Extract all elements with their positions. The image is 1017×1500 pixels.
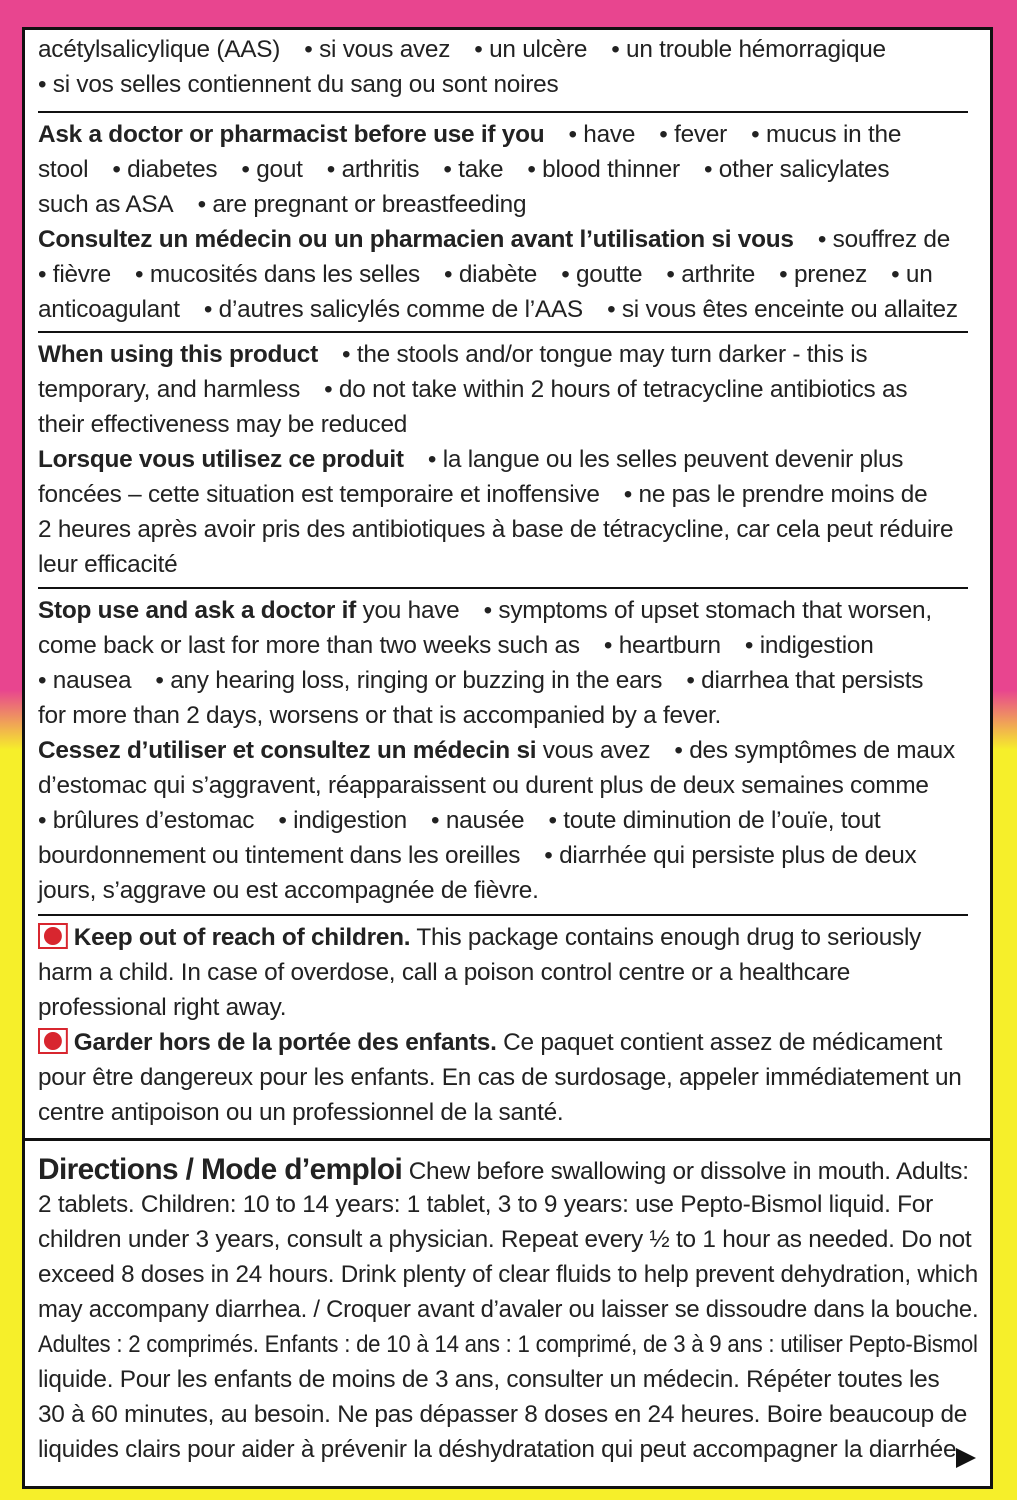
ask-doctor-line-6: anticoagulant • d’autres salicylés comme de l’AAS • si vous êtes enceinte ou allaitez — [38, 296, 958, 323]
when-using-line-3: their effectiveness may be reduced — [38, 411, 408, 438]
stop-use-line-7: • brûlures d’estomac • indigestion • nausée • toute diminution de l’ouïe, tout — [38, 807, 881, 834]
when-using-line-2: temporary, and harmless • do not take within 2 hours of tetracycline antibiotics as — [38, 376, 908, 403]
directions-title: Directions / Mode d’emploi — [38, 1153, 403, 1186]
keep-out-line-4: Ce paquet contient assez de médicament — [496, 1029, 943, 1056]
directions-line-1: Chew before swallowing or dissolve in mouth. Adults: — [402, 1158, 969, 1185]
ask-doctor-line-1: • have • fever • mucus in the — [544, 121, 902, 148]
when-using-line-5: foncées – cette situation est temporaire et inoffensive • ne pas le prendre moins de — [38, 481, 928, 508]
when-using-line-4: • la langue ou les selles peuvent devenir plus — [403, 446, 904, 473]
stop-use-line-1: you have • symptoms of upset stomach that worsen, — [356, 597, 932, 624]
when-using-heading-en: When using this product — [38, 341, 318, 368]
stop-sign-icon — [38, 1028, 68, 1054]
stop-use-line-6: d’estomac qui s’aggravent, réapparaissent ou durent plus de deux semaines comme — [38, 772, 929, 799]
directions-line-8: 30 à 60 minutes, au besoin. Ne pas dépasser 8 doses en 24 heures. Boire beaucoup de — [38, 1401, 968, 1428]
ask-doctor-block — [38, 117, 983, 327]
drug-facts-panel — [22, 27, 993, 1489]
directions-line-3: children under 3 years, consult a physician. Repeat every ½ to 1 hour as needed. Do not — [38, 1226, 972, 1253]
divider — [38, 331, 968, 333]
when-using-line-1: • the stools and/or tongue may turn darker - this is — [317, 341, 868, 368]
when-using-line-6: 2 heures après avoir pris des antibiotiques à base de tétracycline, car cela peut réduire — [38, 516, 954, 543]
keep-out-line-1: This package contains enough drug to seriously — [410, 924, 922, 951]
stop-use-block — [38, 593, 983, 908]
directions-line-4: exceed 8 doses in 24 hours. Drink plenty of clear fluids to help prevent dehydration, which — [38, 1261, 979, 1288]
directions-line-9: liquides clairs pour aider à prévenir la déshydratation qui peut accompagner la diarrhée. — [38, 1436, 963, 1463]
stop-use-heading-en: Stop use and ask a doctor if — [38, 597, 357, 624]
stop-use-line-8: bourdonnement ou tintement dans les oreilles • diarrhée qui persiste plus de deux — [38, 842, 917, 869]
keep-out-line-3: professional right away. — [38, 994, 287, 1021]
when-using-line-7: leur efficacité — [38, 551, 178, 578]
ask-doctor-line-3: such as ASA • are pregnant or breastfeeding — [38, 191, 527, 218]
directions-line-7: liquide. Pour les enfants de moins de 3 ans, consulter un médecin. Répéter toutes les — [38, 1366, 940, 1393]
keep-out-line-2: harm a child. In case of overdose, call a poison control centre or a healthcare — [38, 959, 851, 986]
when-using-heading-fr: Lorsque vous utilisez ce produit — [38, 446, 404, 473]
ask-doctor-heading-fr: Consultez un médecin ou un pharmacien avant l’utilisation si vous — [38, 226, 794, 253]
stop-use-line-9: jours, s’aggrave ou est accompagnée de fièvre. — [38, 877, 539, 904]
stop-use-line-2: come back or last for more than two weeks such as • heartburn • indigestion — [38, 632, 874, 659]
ask-doctor-line-5: • fièvre • mucosités dans les selles • diabète • goutte • arthrite • prenez • un — [38, 261, 933, 288]
continue-arrow-icon — [956, 1448, 976, 1468]
ask-doctor-line-4: • souffrez de — [793, 226, 951, 253]
directions-border — [25, 1138, 990, 1141]
warnings-top-line-1: acétylsalicylique (AAS) • si vous avez • un ulcère • un trouble hémorragique — [38, 36, 886, 63]
stop-use-line-4: for more than 2 days, worsens or that is accompanied by a fever. — [38, 702, 722, 729]
keep-out-line-6: centre antipoison ou un professionnel de la santé. — [38, 1099, 564, 1126]
warnings-top-block — [38, 32, 983, 102]
stop-use-line-3: • nausea • any hearing loss, ringing or buzzing in the ears • diarrhea that persists — [38, 667, 924, 694]
keep-out-line-5: pour être dangereux pour les enfants. En cas de surdosage, appeler immédiatement un — [38, 1064, 962, 1091]
divider — [38, 111, 968, 113]
keep-out-heading-en: Keep out of reach of children. — [73, 924, 411, 951]
directions-block — [38, 1152, 983, 1467]
divider — [38, 587, 968, 589]
ask-doctor-line-2: stool • diabetes • gout • arthritis • take • blood thinner • other salicylates — [38, 156, 890, 183]
when-using-block — [38, 337, 983, 582]
stop-sign-icon — [38, 923, 68, 949]
directions-line-5: may accompany diarrhea. / Croquer avant d’avaler ou laisser se dissoudre dans la bouche. — [38, 1296, 979, 1323]
keep-out-heading-fr: Garder hors de la portée des enfants. — [73, 1029, 497, 1056]
directions-line-6: Adultes : 2 comprimés. Enfants : de 10 à 14 ans : 1 comprimé, de 3 à 9 ans : utiliser Pepto-Bismol — [38, 1331, 978, 1358]
stop-use-line-5: vous avez • des symptômes de maux — [536, 737, 955, 764]
keep-out-block — [38, 920, 983, 1130]
stop-use-heading-fr: Cessez d’utiliser et consultez un médecin si — [38, 737, 537, 764]
directions-line-2: 2 tablets. Children: 10 to 14 years: 1 tablet, 3 to 9 years: use Pepto-Bismol liquid. For — [38, 1191, 933, 1218]
warnings-top-line-2: • si vos selles contiennent du sang ou sont noires — [38, 71, 559, 98]
divider — [38, 914, 968, 916]
ask-doctor-heading-en: Ask a doctor or pharmacist before use if you — [38, 121, 545, 148]
